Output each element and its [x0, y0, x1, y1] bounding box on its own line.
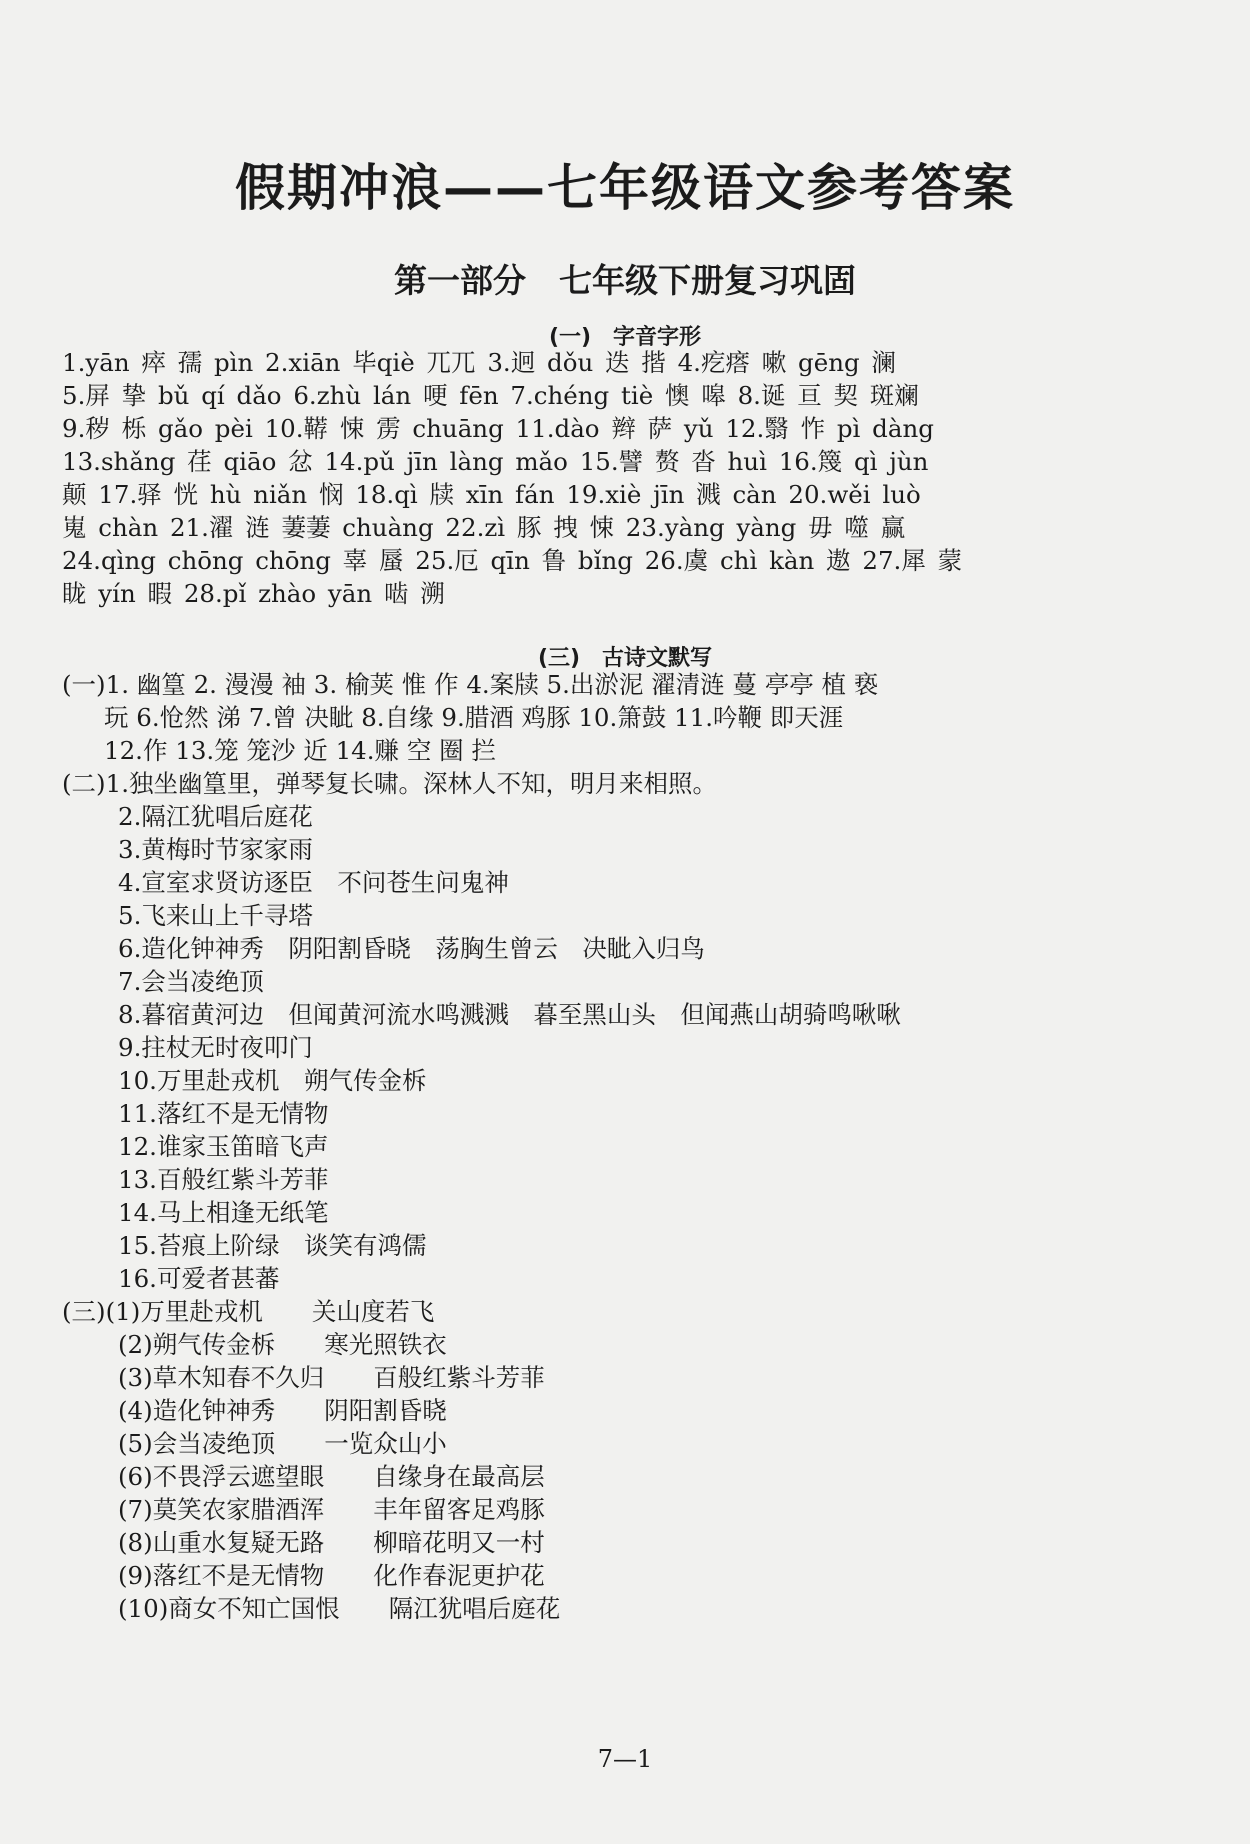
answer-line: 4.宣室求贤访逐臣 不问苍生问鬼神 [118, 868, 509, 897]
answer-line: 13.百般红紫斗芳菲 [118, 1165, 329, 1194]
answer-line: 12.作 13.笼 笼沙 近 14.赚 空 圈 拦 [104, 736, 496, 765]
part-subtitle: 第一部分 七年级下册复习巩固 [394, 261, 856, 300]
answer-line: (一)1. 幽篁 2. 漫漫 袖 3. 榆荚 惟 作 4.案牍 5.出淤泥 濯清涟 蔓 亭亭 植 亵 [62, 670, 879, 699]
answer-line: 1.yān 瘁 孺 pìn 2.xiān 毕qiè 兀兀 3.迥 dǒu 迭 揩 4.疙瘩 嗽 gēng 澜 [62, 348, 896, 377]
answer-line: 10.万里赴戎机 朔气传金柝 [118, 1066, 427, 1095]
answer-line: (三)(1)万里赴戎机 关山度若飞 [62, 1297, 435, 1326]
answer-line: 3.黄梅时节家家雨 [118, 835, 313, 864]
answer-line: 5.飞来山上千寻塔 [118, 901, 313, 930]
answer-line: 眬 yín 暇 28.pǐ zhào yān 啮 溯 [62, 579, 445, 608]
answer-line: 7.会当凌绝顶 [118, 967, 264, 996]
answer-line: 玩 6.怆然 涕 7.曾 决眦 8.自缘 9.腊酒 鸡豚 10.箫鼓 11.吟鞭 即天涯 [104, 703, 844, 732]
section-heading-poetry: (三) 古诗文默写 [537, 646, 713, 671]
answer-line: 颠 17.驿 恍 hù niǎn 悯 18.qì 牍 xīn fán 19.xiè jīn 溅 càn 20.wěi luò [62, 480, 921, 509]
answer-line: 5.屏 挚 bǔ qí dǎo 6.zhù lán 哽 fēn 7.chéng tiè 懊 嗥 8.诞 亘 契 斑斓 [62, 381, 919, 410]
answer-line: 12.谁家玉笛暗飞声 [118, 1132, 329, 1161]
section-heading-pronunciation: (一) 字音字形 [548, 325, 702, 350]
answer-line: 2.隔江犹唱后庭花 [118, 802, 313, 831]
answer-line: 9.拄杖无时夜叩门 [118, 1033, 313, 1062]
answer-line: (10)商女不知亡国恨 隔江犹唱后庭花 [118, 1594, 561, 1623]
answer-line: 9.秽 栎 gǎo pèi 10.鞯 悚 雳 chuāng 11.dào 辫 萨 yǔ 12.翳 怍 pì dàng [62, 414, 934, 443]
answer-line: (8)山重水复疑无路 柳暗花明又一村 [118, 1528, 545, 1557]
answer-line: (4)造化钟神秀 阴阳割昏晓 [118, 1396, 447, 1425]
answer-line: (2)朔气传金柝 寒光照铁衣 [118, 1330, 447, 1359]
answer-line: (5)会当凌绝顶 一览众山小 [118, 1429, 447, 1458]
answer-line: 6.造化钟神秀 阴阳割昏晓 荡胸生曾云 决眦入归鸟 [118, 934, 705, 963]
answer-line: 15.苔痕上阶绿 谈笑有鸿儒 [118, 1231, 427, 1260]
page-title: 假期冲浪——七年级语文参考答案 [235, 159, 1015, 217]
answer-line: (6)不畏浮云遮望眼 自缘身在最高层 [118, 1462, 545, 1491]
answer-line: 14.马上相逢无纸笔 [118, 1198, 329, 1227]
page-number: 7—1 [597, 1745, 653, 1773]
answer-line: 11.落红不是无情物 [118, 1099, 329, 1128]
answer-line: 8.暮宿黄河边 但闻黄河流水鸣溅溅 暮至黑山头 但闻燕山胡骑鸣啾啾 [118, 1000, 901, 1029]
answer-line: (9)落红不是无情物 化作春泥更护花 [118, 1561, 545, 1590]
answer-line: 13.shǎng 荏 qiāo 忿 14.pǔ jīn làng mǎo 15.譬 赘 沓 huì 16.篾 qì jùn [62, 447, 929, 476]
answer-line: 嵬 chàn 21.濯 涟 萋萋 chuàng 22.zì 豚 拽 悚 23.yàng yàng 毋 噬 赢 [62, 513, 906, 542]
answer-line: (二)1.独坐幽篁里，弹琴复长啸。深林人不知，明月来相照。 [62, 769, 717, 798]
answer-line: (7)莫笑农家腊酒浑 丰年留客足鸡豚 [118, 1495, 545, 1524]
answer-line: (3)草木知春不久归 百般红紫斗芳菲 [118, 1363, 545, 1392]
answer-line: 24.qìng chōng chōng 辜 蜃 25.厄 qīn 鲁 bǐng 26.虞 chì kàn 遨 27.犀 蒙 [62, 546, 963, 575]
answer-line: 16.可爱者甚蕃 [118, 1264, 280, 1293]
